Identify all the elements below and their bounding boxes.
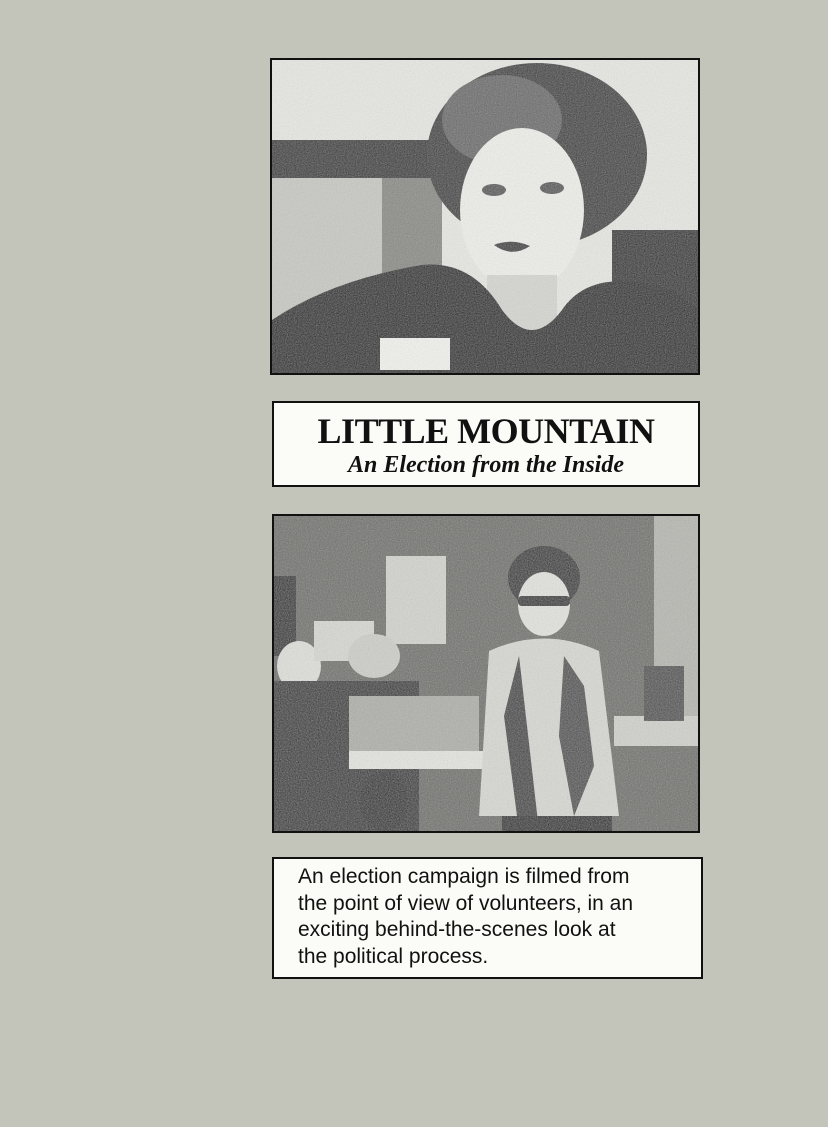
description-line: the point of view of volunteers, in an <box>298 891 634 915</box>
photo-woman-speaking-image <box>272 60 698 373</box>
description-line: An election campaign is filmed from <box>298 865 630 888</box>
description-line: exciting behind-the-scenes look at <box>298 918 616 941</box>
photo-woman-speaking <box>270 58 700 375</box>
film-title: LITTLE MOUNTAIN <box>317 411 655 451</box>
title-box <box>272 401 700 487</box>
description-box <box>272 857 703 979</box>
description-line: the political process. <box>298 944 489 968</box>
photo-woman-kitchen-image <box>274 516 698 831</box>
photo-woman-kitchen <box>272 514 700 833</box>
film-subtitle: An Election from the Inside <box>347 452 625 478</box>
